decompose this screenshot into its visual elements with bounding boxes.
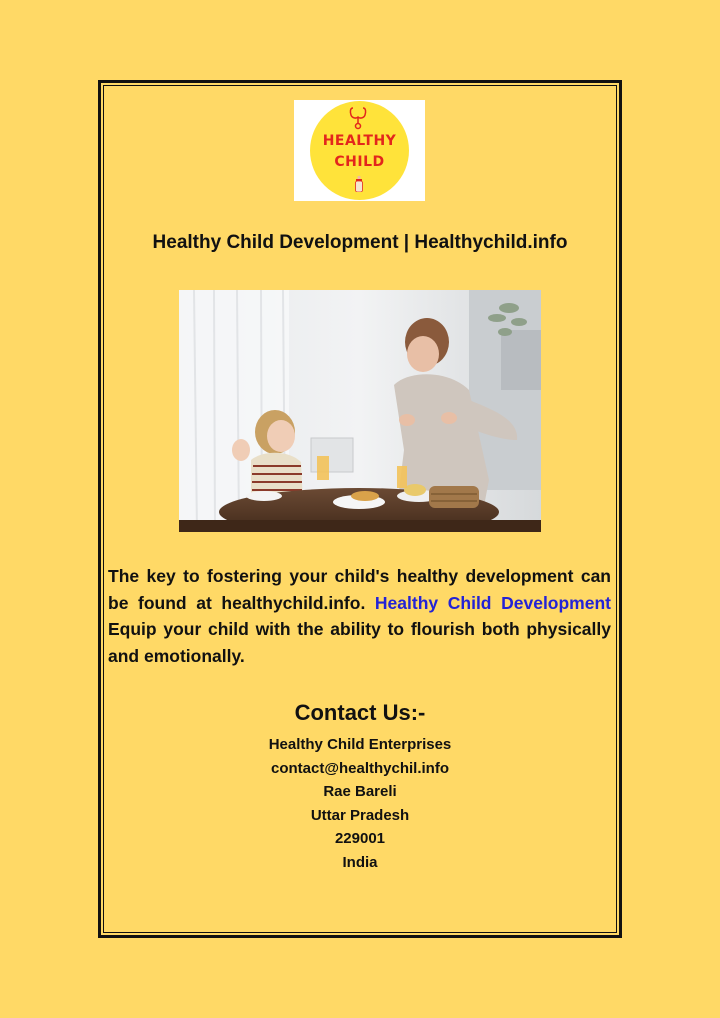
stethoscope-icon	[348, 106, 368, 130]
contact-details	[103, 733, 617, 874]
description-paragraph	[108, 563, 611, 669]
description-text-end: Equip your child with the ability to flourish both physically and emotionally.	[108, 619, 611, 666]
contact-email[interactable]: contact@healthychil.info	[271, 759, 449, 777]
contact-state: Uttar Pradesh	[310, 806, 410, 824]
contact-city: Rae Bareli	[323, 783, 397, 800]
contact-country: India	[342, 853, 378, 871]
contact-heading: Contact Us:-	[294, 700, 426, 725]
contact-company: Healthy Child Enterprises	[268, 736, 452, 753]
healthy-child-logo	[294, 100, 425, 201]
contact-pincode: 229001	[334, 830, 386, 847]
page-title: Healthy Child Development | Healthychild.info	[152, 232, 568, 253]
mother-daughter-photo	[179, 290, 541, 532]
logo-text-line2: CHILD	[334, 154, 385, 170]
description-text-start: The key to fostering your child's healthy development can be found at healthychild.info.	[108, 566, 611, 613]
healthy-child-development-link[interactable]: Healthy Child Development	[374, 592, 611, 613]
baby-bottle-icon	[354, 176, 364, 192]
logo-text-line1: HEALTHY	[322, 133, 397, 149]
